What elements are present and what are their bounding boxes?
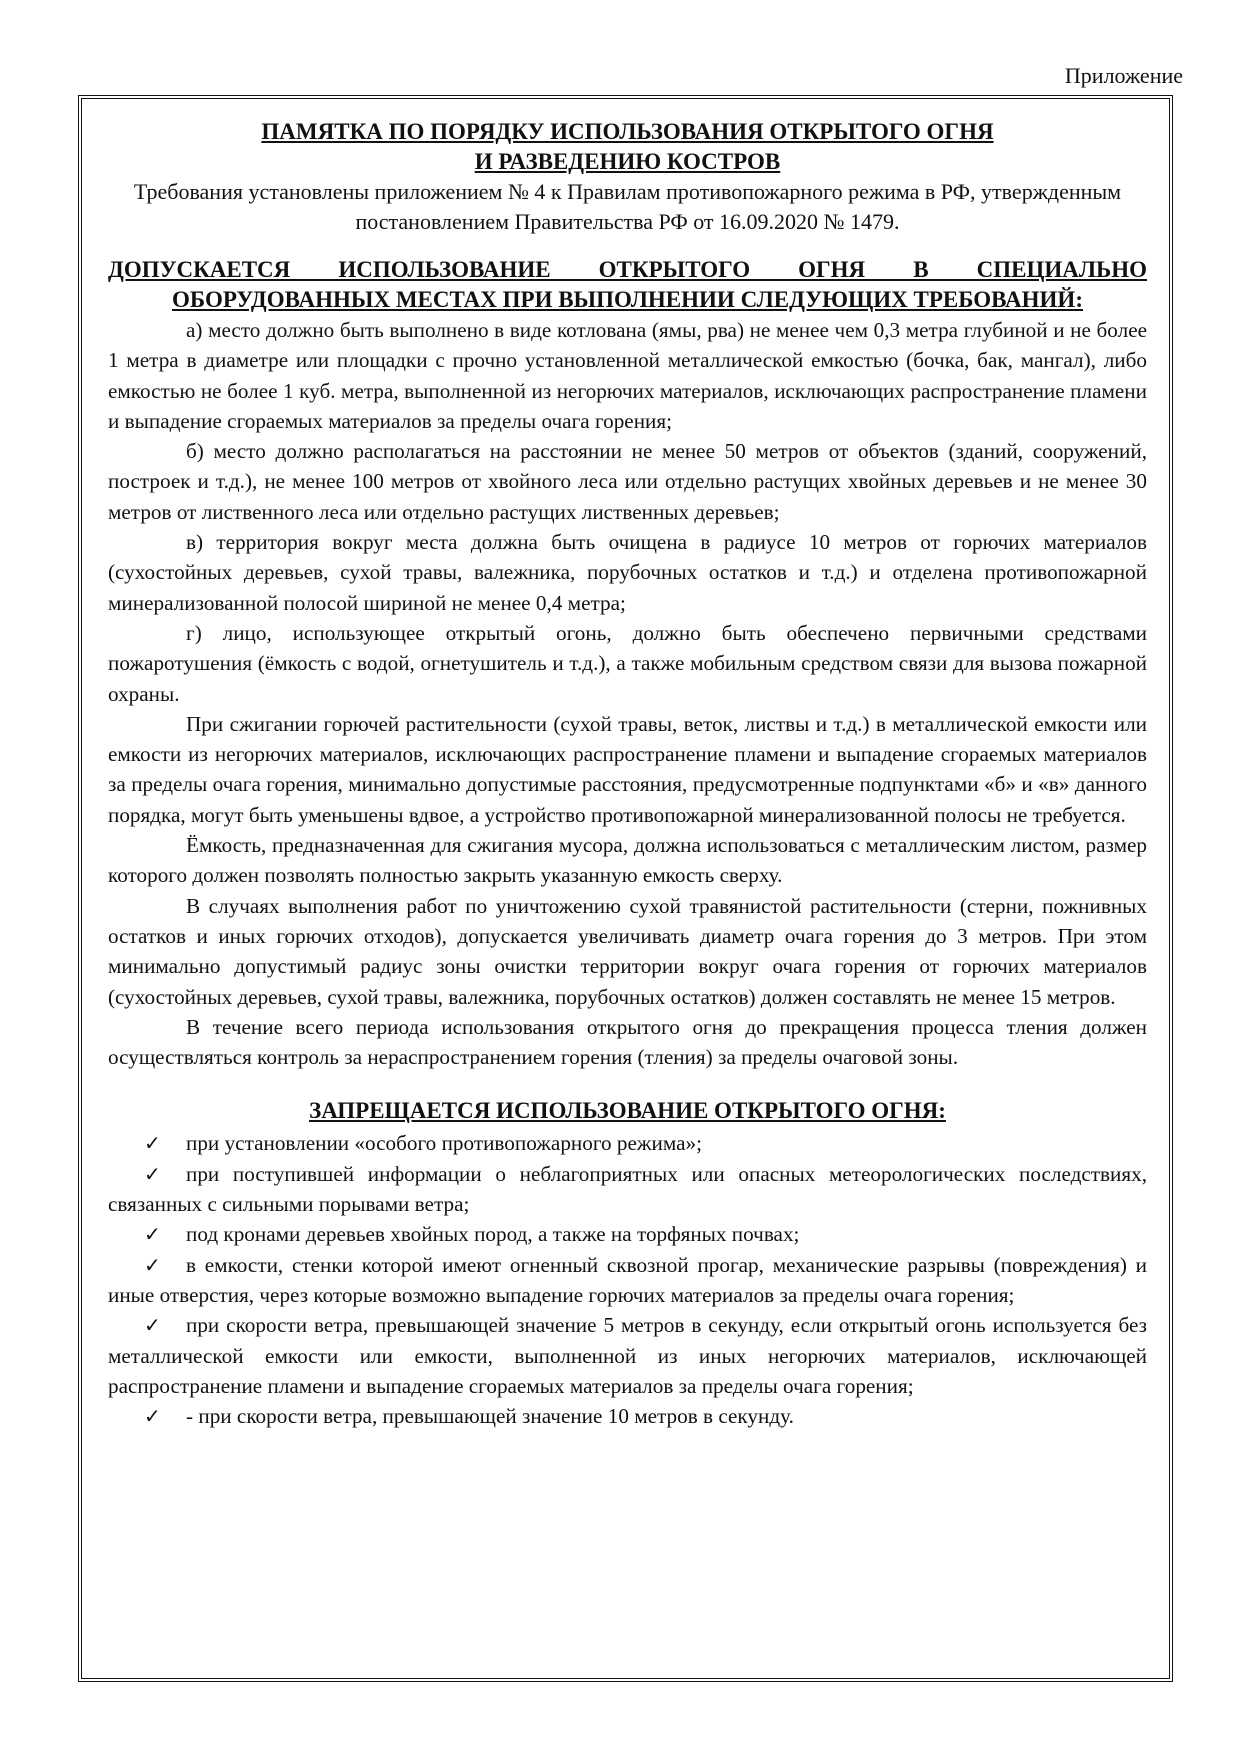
appendix-label: Приложение: [1064, 63, 1183, 88]
checkmark-icon: ✓: [144, 1252, 161, 1277]
prohibited-item: [108, 1128, 1147, 1158]
requirement-d: г) лицо, использующее открытый огонь, должно быть обеспечено первичными средствами пожаротушения (ёмкость с водой, огнетушитель и т.д.), а также мобильным средством связи для вызова пожарной охраны.: [108, 620, 1147, 706]
checkmark-icon: ✓: [144, 1131, 161, 1156]
prohibited-item-text: при скорости ветра, превышающей значение 5 метров в секунду, если открытый огонь используется без металлической емкости или емкости, выполненной из иных негорючих материалов, исключающей распространение пламени и выпадение сгораемых материалов за пределы очага горения;: [108, 1313, 1147, 1398]
allowed-heading-line-2: ОБОРУДОВАННЫХ МЕСТАХ ПРИ ВЫПОЛНЕНИИ СЛЕДУЮЩИХ ТРЕБОВАНИЙ:: [172, 287, 1083, 312]
memo-subtitle: Требования установлены приложением № 4 к Правилам противопожарного режима в РФ, утвержденным постановлением Правительства РФ от 16.09.2020 № 1479.: [133, 179, 1122, 234]
prohibited-item: [108, 1219, 1147, 1249]
checkmark-icon: ✓: [144, 1404, 161, 1429]
paragraph-burning-in-container: При сжигании горючей растительности (сухой травы, веток, листвы и т.д.) в металлической емкости или емкости из негорючих материалов, исключающих распространение пламени и выпадение сгораемых материалов за пределы очага горения, минимально допустимые расстояния, предусмотренные подпунктами «б» и «в» данного порядка, могут быть уменьшены вдвое, а устройство противопожарной минерализованной полосы не требуется.: [108, 711, 1147, 827]
prohibited-item-text: - при скорости ветра, превышающей значение 10 метров в секунду.: [186, 1404, 794, 1429]
paragraph-grass-burning: В случаях выполнения работ по уничтожению сухой травянистой растительности (стерни, пожнивных остатков и иных горючих отходов), допускается увеличивать диаметр очага горения до 3 метров. При этом минимально допустимый радиус зоны очистки территории вокруг очага горения от горючих материалов (сухостойных деревьев, сухой травы, валежника, порубочных остатков) должен составлять не менее 15 метров.: [108, 893, 1147, 1009]
requirement-b: б) место должно располагаться на расстоянии не менее 50 метров от объектов (зданий, сооружений, построек и т.д.), не менее 100 метров от хвойного леса или отдельно растущих хвойных деревьев и не менее 30 метров от лиственного леса или отдельно растущих лиственных деревьев;: [108, 439, 1147, 524]
prohibited-item-text: при поступившей информации о неблагоприятных или опасных метеорологических последствиях, связанных с сильными порывами ветра;: [108, 1161, 1147, 1217]
requirement-a: а) место должно быть выполнено в виде котлована (ямы, рва) не менее чем 0,3 метра глубиной и не более 1 метра в диаметре или площадки с прочно установленной металлической емкостью (бочка, бак, мангал), либо емкостью не более 1 куб. метра, выполненной из негорючих материалов, исключающих распространение пламени и выпадение сгораемых материалов за пределы очага горения;: [108, 318, 1147, 433]
requirement-c: в) территория вокруг места должна быть очищена в радиусе 10 метров от горючих материалов (сухостойных деревьев, сухой травы, валежника, порубочных остатков и т.д.) и отделена противопожарной минерализованной полосой шириной не менее 0,4 метра;: [108, 530, 1147, 615]
memo-title-line-2: И РАЗВЕДЕНИЮ КОСТРОВ: [474, 149, 781, 174]
checkmark-icon: ✓: [144, 1161, 161, 1186]
prohibited-heading: ЗАПРЕЩАЕТСЯ ИСПОЛЬЗОВАНИЕ ОТКРЫТОГО ОГНЯ:: [309, 1098, 946, 1124]
prohibited-item-text: при установлении «особого противопожарного режима»;: [186, 1131, 703, 1156]
prohibited-item: [108, 1159, 1147, 1220]
paragraph-monitoring: В течение всего периода использования открытого огня до прекращения процесса тления должен осуществляться контроль за нераспространением горения (тления) за пределы очаговой зоны.: [108, 1014, 1147, 1070]
allowed-heading: [108, 255, 1147, 315]
checkmark-icon: ✓: [144, 1313, 161, 1338]
prohibited-item: [108, 1310, 1147, 1401]
memo-title-line-1: ПАМЯТКА ПО ПОРЯДКУ ИСПОЛЬЗОВАНИЯ ОТКРЫТОГО ОГНЯ: [261, 119, 994, 144]
prohibited-item-text: под кронами деревьев хвойных пород, а также на торфяных почвах;: [186, 1222, 800, 1247]
memo-frame: [78, 95, 1173, 1682]
prohibited-item: [108, 1250, 1147, 1311]
prohibited-item-text: в емкости, стенки которой имеют огненный сквозной прогар, механические разрывы (повреждения) и иные отверстия, через которые возможно выпадение горючих материалов за пределы очага горения;: [108, 1252, 1147, 1307]
paragraph-container-lid: Ёмкость, предназначенная для сжигания мусора, должна использоваться с металлическим листом, размер которого должен позволять полностью закрыть указанную емкость сверху.: [108, 833, 1147, 888]
prohibited-item: [108, 1401, 1147, 1431]
allowed-heading-line-1: ДОПУСКАЕТСЯ ИСПОЛЬЗОВАНИЕ ОТКРЫТОГО ОГНЯ В СПЕЦИАЛЬНО: [108, 257, 1147, 282]
checkmark-icon: ✓: [144, 1222, 161, 1247]
